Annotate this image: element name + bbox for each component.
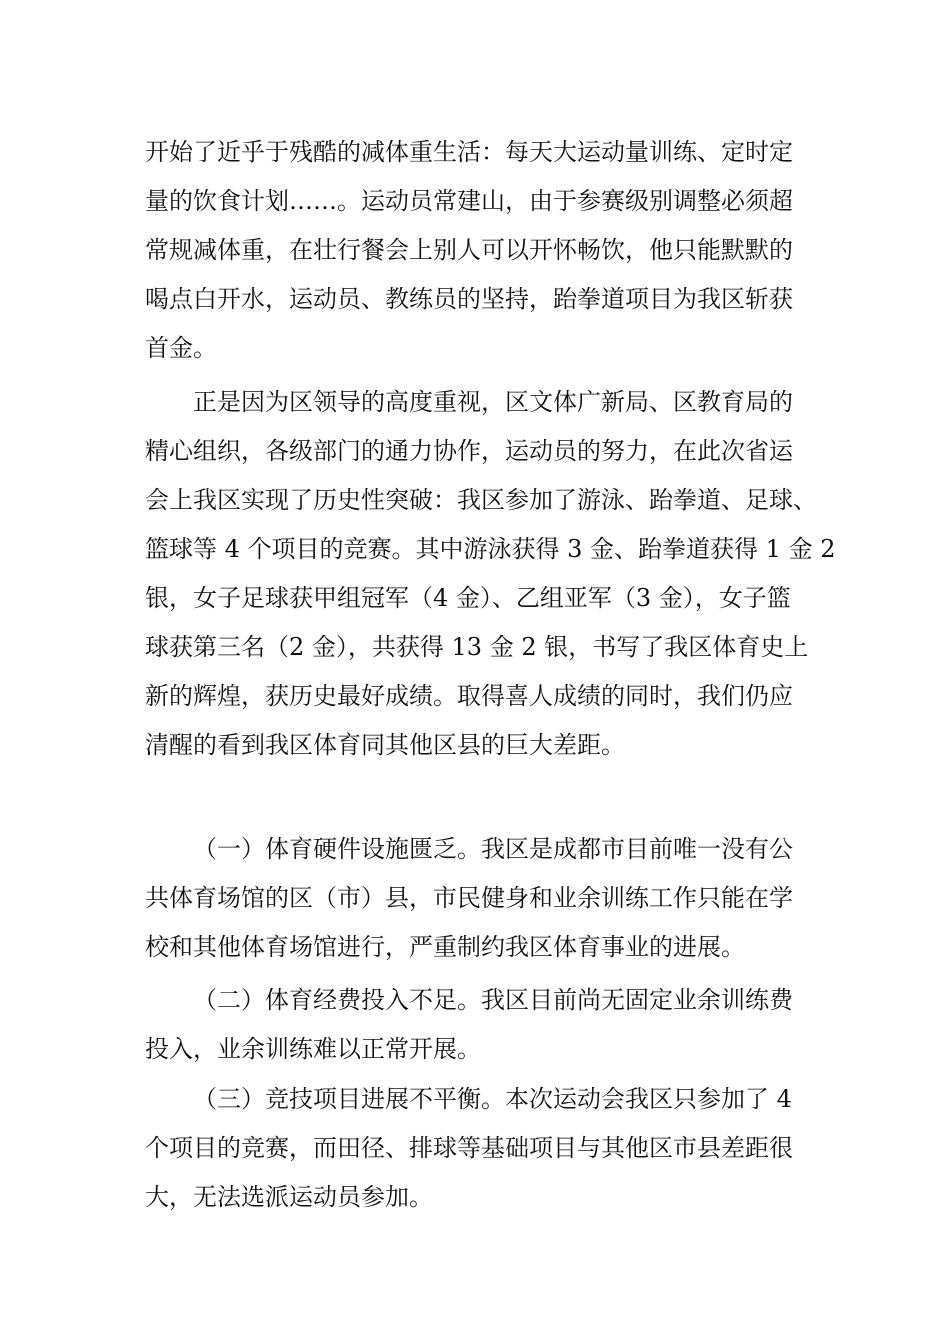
paragraph-2-line-1: 正是因为区领导的高度重视，区文体广新局、区教育局的 [193, 388, 793, 416]
paragraph-4-line-2: 投入，业余训练难以正常开展。 [145, 1035, 481, 1063]
paragraph-2-line-4: 篮球等 4 个项目的竞赛。其中游泳获得 3 金、跆拳道获得 1 金 2 [145, 535, 836, 563]
paragraph-5-line-2: 个项目的竞赛，而田径、排球等基础项目与其他区市县差距很 [145, 1134, 793, 1162]
paragraph-3-line-3: 校和其他体育场馆进行，严重制约我区体育事业的进展。 [145, 933, 745, 961]
paragraph-3-line-2: 共体育场馆的区（市）县，市民健身和业余训练工作只能在学 [145, 884, 793, 912]
paragraph-1-line-2: 量的饮食计划……。运动员常建山，由于参赛级别调整必须超 [145, 187, 793, 215]
paragraph-5-line-1: （三）竞技项目进展不平衡。本次运动会我区只参加了 4 [193, 1085, 792, 1113]
paragraph-1-line-4: 喝点白开水，运动员、教练员的坚持，跆拳道项目为我区斩获 [145, 285, 793, 313]
paragraph-2-line-3: 会上我区实现了历史性突破：我区参加了游泳、跆拳道、足球、 [145, 486, 817, 514]
paragraph-2-line-2: 精心组织，各级部门的通力协作，运动员的努力，在此次省运 [145, 437, 793, 465]
paragraph-5-line-3: 大，无法选派运动员参加。 [145, 1183, 433, 1211]
paragraph-4-line-1: （二）体育经费投入不足。我区目前尚无固定业余训练费 [193, 986, 793, 1014]
paragraph-1-line-1: 开始了近乎于残酷的减体重生活：每天大运动量训练、定时定 [145, 138, 793, 166]
paragraph-1-line-3: 常规减体重，在壮行餐会上别人可以开怀畅饮，他只能默默的 [145, 236, 793, 264]
paragraph-1-line-5: 首金。 [145, 334, 217, 362]
paragraph-2-line-7: 新的辉煌，获历史最好成绩。取得喜人成绩的同时，我们仍应 [145, 682, 793, 710]
paragraph-2-line-5: 银，女子足球获甲组冠军（4 金）、乙组亚军（3 金），女子篮 [145, 584, 791, 612]
paragraph-2-line-6: 球获第三名（2 金），共获得 13 金 2 银，书写了我区体育史上 [145, 633, 809, 661]
paragraph-3-line-1: （一）体育硬件设施匮乏。我区是成都市目前唯一没有公 [193, 835, 793, 863]
paragraph-2-line-8: 清醒的看到我区体育同其他区县的巨大差距。 [145, 731, 625, 759]
